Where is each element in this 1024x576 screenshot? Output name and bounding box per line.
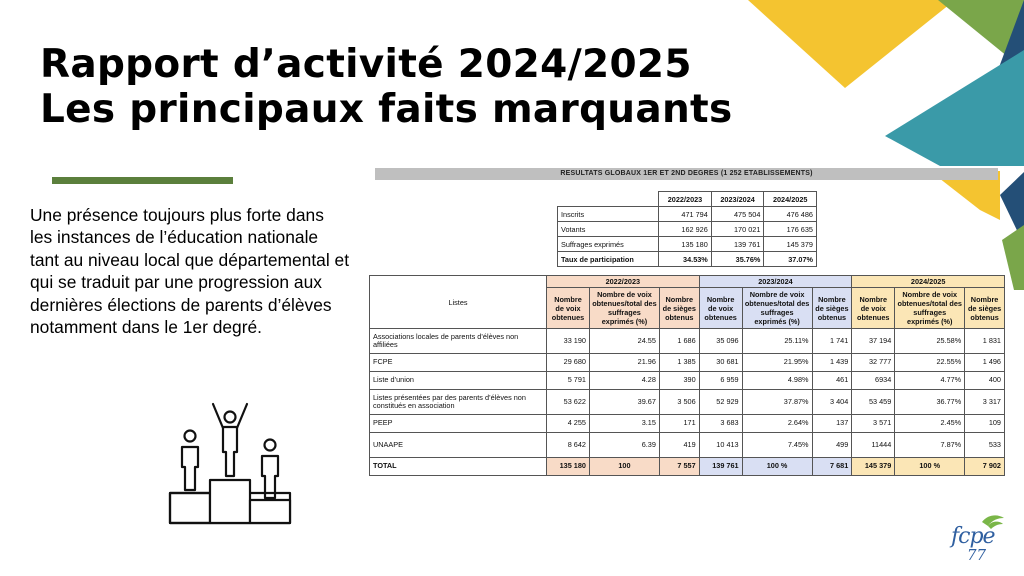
title-line-1: Rapport d’activité 2024/2025 [40,42,692,87]
cell: 533 [965,433,1005,458]
results-table [369,275,1005,476]
summary-table [557,191,817,267]
cell: 2.64% [742,415,812,433]
cell: 37.87% [742,390,812,415]
cell: 100 % [895,458,965,476]
year-header: 2023/2024 [699,276,852,288]
cell: 3 404 [812,390,852,415]
cell: 3 317 [965,390,1005,415]
cell: 4.77% [895,372,965,390]
year-header: 2022/2023 [547,276,700,288]
cell: 53 459 [852,390,895,415]
column-header: Nombre de sièges obtenus [812,288,852,329]
cell: 33 190 [547,329,590,354]
cell: 8 642 [547,433,590,458]
cell: 475 504 [711,207,764,222]
title-underline [52,177,233,184]
column-header: Nombre de voix obtenues [699,288,742,329]
cell: 476 486 [764,207,817,222]
cell: 3 506 [659,390,699,415]
cell: 52 929 [699,390,742,415]
cell: 4.98% [742,372,812,390]
cell: 21.95% [742,354,812,372]
title-line-2: Les principaux faits marquants [40,87,733,132]
cell: 21.96 [589,354,659,372]
cell: 135 180 [547,458,590,476]
summary-corner [558,192,659,207]
cell: 53 622 [547,390,590,415]
cell: 135 180 [659,237,712,252]
column-header: Nombre de voix obtenues [852,288,895,329]
column-header: Nombre de voix obtenues/total des suffrages exprimés (%) [895,288,965,329]
cell: 176 635 [764,222,817,237]
table-row [370,433,1005,458]
cell: 24.55 [589,329,659,354]
row-label: FCPE [370,354,547,372]
column-header: Nombre de sièges obtenus [659,288,699,329]
row-label: PEEP [370,415,547,433]
cell: 390 [659,372,699,390]
cell: 5 791 [547,372,590,390]
cell: 100 % [742,458,812,476]
teal-triangle [885,50,1024,166]
row-label: Associations locales de parents d’élèves non affiliées [370,329,547,354]
cell: 3 683 [699,415,742,433]
table-row [370,329,1005,354]
cell: 419 [659,433,699,458]
cell: 499 [812,433,852,458]
cell: 7 902 [965,458,1005,476]
cell: 39.67 [589,390,659,415]
cell: 1 496 [965,354,1005,372]
cell: 461 [812,372,852,390]
cell: 3 571 [852,415,895,433]
cell: 137 [812,415,852,433]
row-label: UNAAPE [370,433,547,458]
column-header: Nombre de sièges obtenus [965,288,1005,329]
table-row [370,372,1005,390]
cell: 37.07% [764,252,817,267]
logo-number: 77 [967,546,987,564]
listes-header: Listes [370,276,547,329]
cell: 139 761 [699,458,742,476]
cell: 1 741 [812,329,852,354]
cell: 36.77% [895,390,965,415]
table-row [558,222,817,237]
cell: 7.87% [895,433,965,458]
results-banner: RESULTATS GLOBAUX 1ER ET 2ND DEGRES (1 252 ETABLISSEMENTS) [375,168,998,180]
table-row [558,252,817,267]
cell: 171 [659,415,699,433]
cell: 100 [589,458,659,476]
column-header: Nombre de voix obtenues/total des suffrages exprimés (%) [742,288,812,329]
table-row [558,207,817,222]
cell: 7 681 [812,458,852,476]
cell: 145 379 [764,237,817,252]
column-header: Nombre de voix obtenues/total des suffrages exprimés (%) [589,288,659,329]
cell: 6934 [852,372,895,390]
cell: 3.15 [589,415,659,433]
green-diamond [1002,225,1024,290]
cell: 22.55% [895,354,965,372]
cell: 4.28 [589,372,659,390]
cell: 1 686 [659,329,699,354]
cell: 162 926 [659,222,712,237]
summary-year-header: 2022/2023 [659,192,712,207]
cell: 400 [965,372,1005,390]
cell: 7 557 [659,458,699,476]
yellow-triangle [748,0,955,88]
cell: 6 959 [699,372,742,390]
row-label: Inscrits [558,207,659,222]
year-header: 2024/2025 [852,276,1005,288]
table-row [370,354,1005,372]
row-label: Taux de participation [558,252,659,267]
summary-year-header: 2023/2024 [711,192,764,207]
cell: 37 194 [852,329,895,354]
total-row [370,458,1005,476]
row-label: TOTAL [370,458,547,476]
cell: 4 255 [547,415,590,433]
cell: 32 777 [852,354,895,372]
row-label: Suffrages exprimés [558,237,659,252]
cell: 35.76% [711,252,764,267]
cell: 471 794 [659,207,712,222]
cell: 11444 [852,433,895,458]
table-row [558,237,817,252]
cell: 7.45% [742,433,812,458]
cell: 25.58% [895,329,965,354]
cell: 29 680 [547,354,590,372]
column-header: Nombre de voix obtenues [547,288,590,329]
cell: 1 385 [659,354,699,372]
page-title [40,42,733,132]
cell: 109 [965,415,1005,433]
table-row [370,415,1005,433]
cell: 34.53% [659,252,712,267]
cell: 139 761 [711,237,764,252]
cell: 30 681 [699,354,742,372]
cell: 10 413 [699,433,742,458]
summary-year-header: 2024/2025 [764,192,817,207]
cell: 35 096 [699,329,742,354]
cell: 6.39 [589,433,659,458]
row-label: Listes présentées par des parents d’élèves non constitués en association [370,390,547,415]
row-label: Liste d’union [370,372,547,390]
table-row [370,390,1005,415]
cell: 1 439 [812,354,852,372]
cell: 25.11% [742,329,812,354]
cell: 145 379 [852,458,895,476]
cell: 2.45% [895,415,965,433]
cell: 1 831 [965,329,1005,354]
body-paragraph: Une présence toujours plus forte dans les instances de l’éducation nationale tant au niveau local que départemental et qui se traduit par une progression aux dernières élections de parents d’élèves notamment dans le 1er degré. [30,205,350,338]
cell: 170 021 [711,222,764,237]
podium-icon [165,400,295,526]
logo-text: fcpe [951,524,995,549]
row-label: Votants [558,222,659,237]
